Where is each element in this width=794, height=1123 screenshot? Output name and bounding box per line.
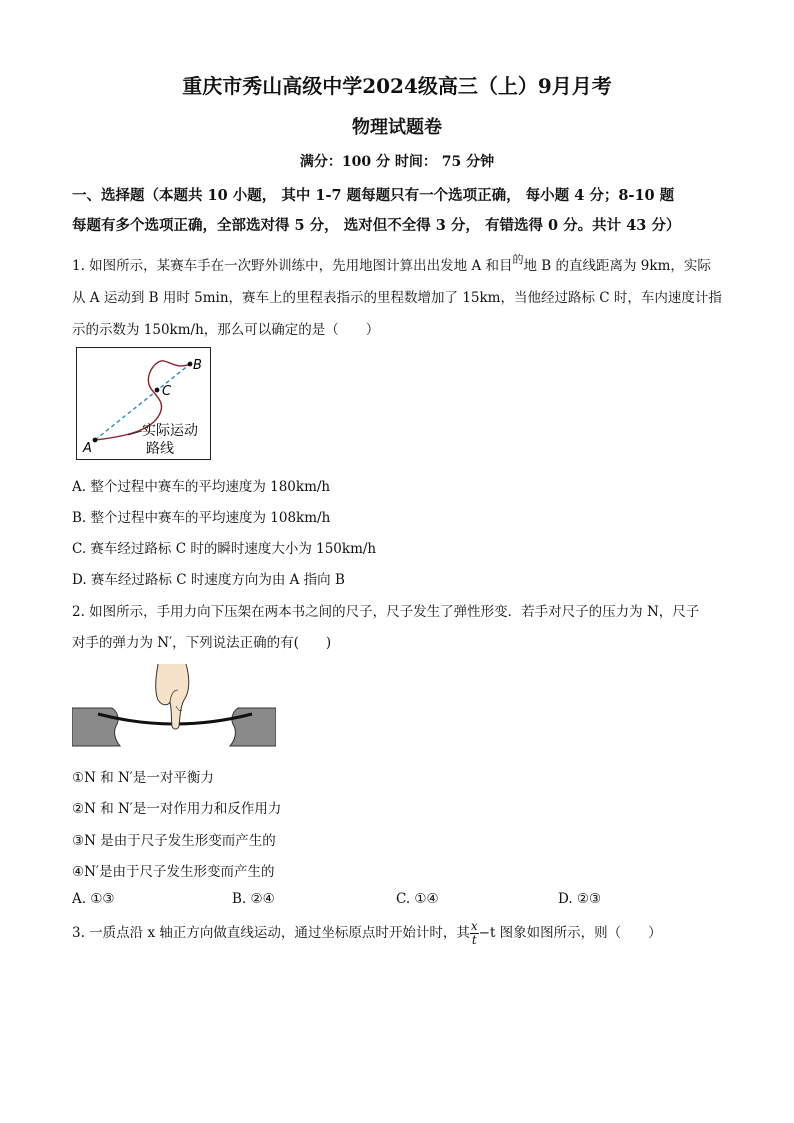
hand-icon <box>156 664 189 729</box>
section-heading-line-1: 一、选择题（本题共 10 小题， 其中 1-7 题每题只有一个选项正确， 每小题 4 分；8-10 题 <box>72 187 675 204</box>
left-book-icon <box>72 708 120 746</box>
section-heading-line-2: 每题有多个选项正确，全部选对得 5 分， 选对但不全得 3 分， 有错选得 0 分。共计 43 分） <box>72 217 681 234</box>
q1-line-3: 示的示数为 150km/h，那么可以确定的是（ ） <box>72 322 380 338</box>
label-a: A <box>83 441 92 456</box>
q3-text-b: −t 图象如图所示，则（ ） <box>478 925 662 941</box>
q2-choice-a: A. ①③ <box>72 891 115 907</box>
q1-option-a: A. 整个过程中赛车的平均速度为 180km/h <box>72 479 331 495</box>
score-time-line: 满分：100 分 时间： 75 分钟 <box>299 154 495 170</box>
q1-line-1-a: 1. 如图所示，某赛车手在一次野外训练中，先用地图计算出出发地 A 和目 <box>72 258 513 274</box>
right-book-icon <box>230 708 276 746</box>
q3-fraction <box>470 920 479 947</box>
label-b: B <box>193 358 202 373</box>
q2-statement-2: ②N 和 N′是一对作用力和反作用力 <box>72 801 282 817</box>
q1-superscript: 的 <box>512 253 524 266</box>
q2-ruler-figure <box>72 660 276 752</box>
q2-choice-d: D. ②③ <box>558 891 602 907</box>
q1-option-b: B. 整个过程中赛车的平均速度为 108km/h <box>72 510 331 526</box>
point-b-marker <box>188 362 193 367</box>
point-c-marker <box>155 388 160 393</box>
q2-line-1: 2. 如图所示，手用力向下压架在两本书之间的尺子，尺子发生了弹性形变．若手对尺子的压力为 N，尺子 <box>72 604 700 620</box>
q1-line-1-b: 地 B 的直线距离为 9km，实际 <box>523 258 711 274</box>
q1-route-figure <box>76 347 212 461</box>
caption-line-2: 路线 <box>146 441 174 457</box>
q1-line-1 <box>72 254 711 274</box>
q3-text-a: 3. 一质点沿 x 轴正方向做直线运动，通过坐标原点时开始计时，其 <box>72 925 470 941</box>
caption-line-1: 实际运动 <box>142 423 198 439</box>
q2-statement-3: ③N 是由于尺子发生形变而产生的 <box>72 833 276 849</box>
q3-fraction-denominator: t <box>471 933 477 947</box>
q2-statement-4: ④N′是由于尺子发生形变而产生的 <box>72 864 275 880</box>
q3-line <box>72 920 662 947</box>
q2-statement-1: ①N 和 N′是一对平衡力 <box>72 770 214 786</box>
exam-title: 重庆市秀山高级中学2024级高三（上）9月月考 <box>182 74 612 98</box>
q3-fraction-numerator: x <box>470 919 478 933</box>
exam-subtitle: 物理试题卷 <box>352 117 442 138</box>
q2-line-2: 对手的弹力为 N′，下列说法正确的有( ) <box>72 635 332 651</box>
q2-choice-c: C. ①④ <box>396 891 439 907</box>
q1-option-c: C. 赛车经过路标 C 时的瞬时速度大小为 150km/h <box>72 541 377 557</box>
label-c: C <box>162 384 172 399</box>
point-a-marker <box>93 438 98 443</box>
q2-choice-b: B. ②④ <box>232 891 275 907</box>
q1-line-2: 从 A 运动到 B 用时 5min，赛车上的里程表指示的里程数增加了 15km，当他经过路标 C 时，车内速度计指 <box>72 290 722 306</box>
q1-option-d: D. 赛车经过路标 C 时速度方向为由 A 指向 B <box>72 572 345 588</box>
